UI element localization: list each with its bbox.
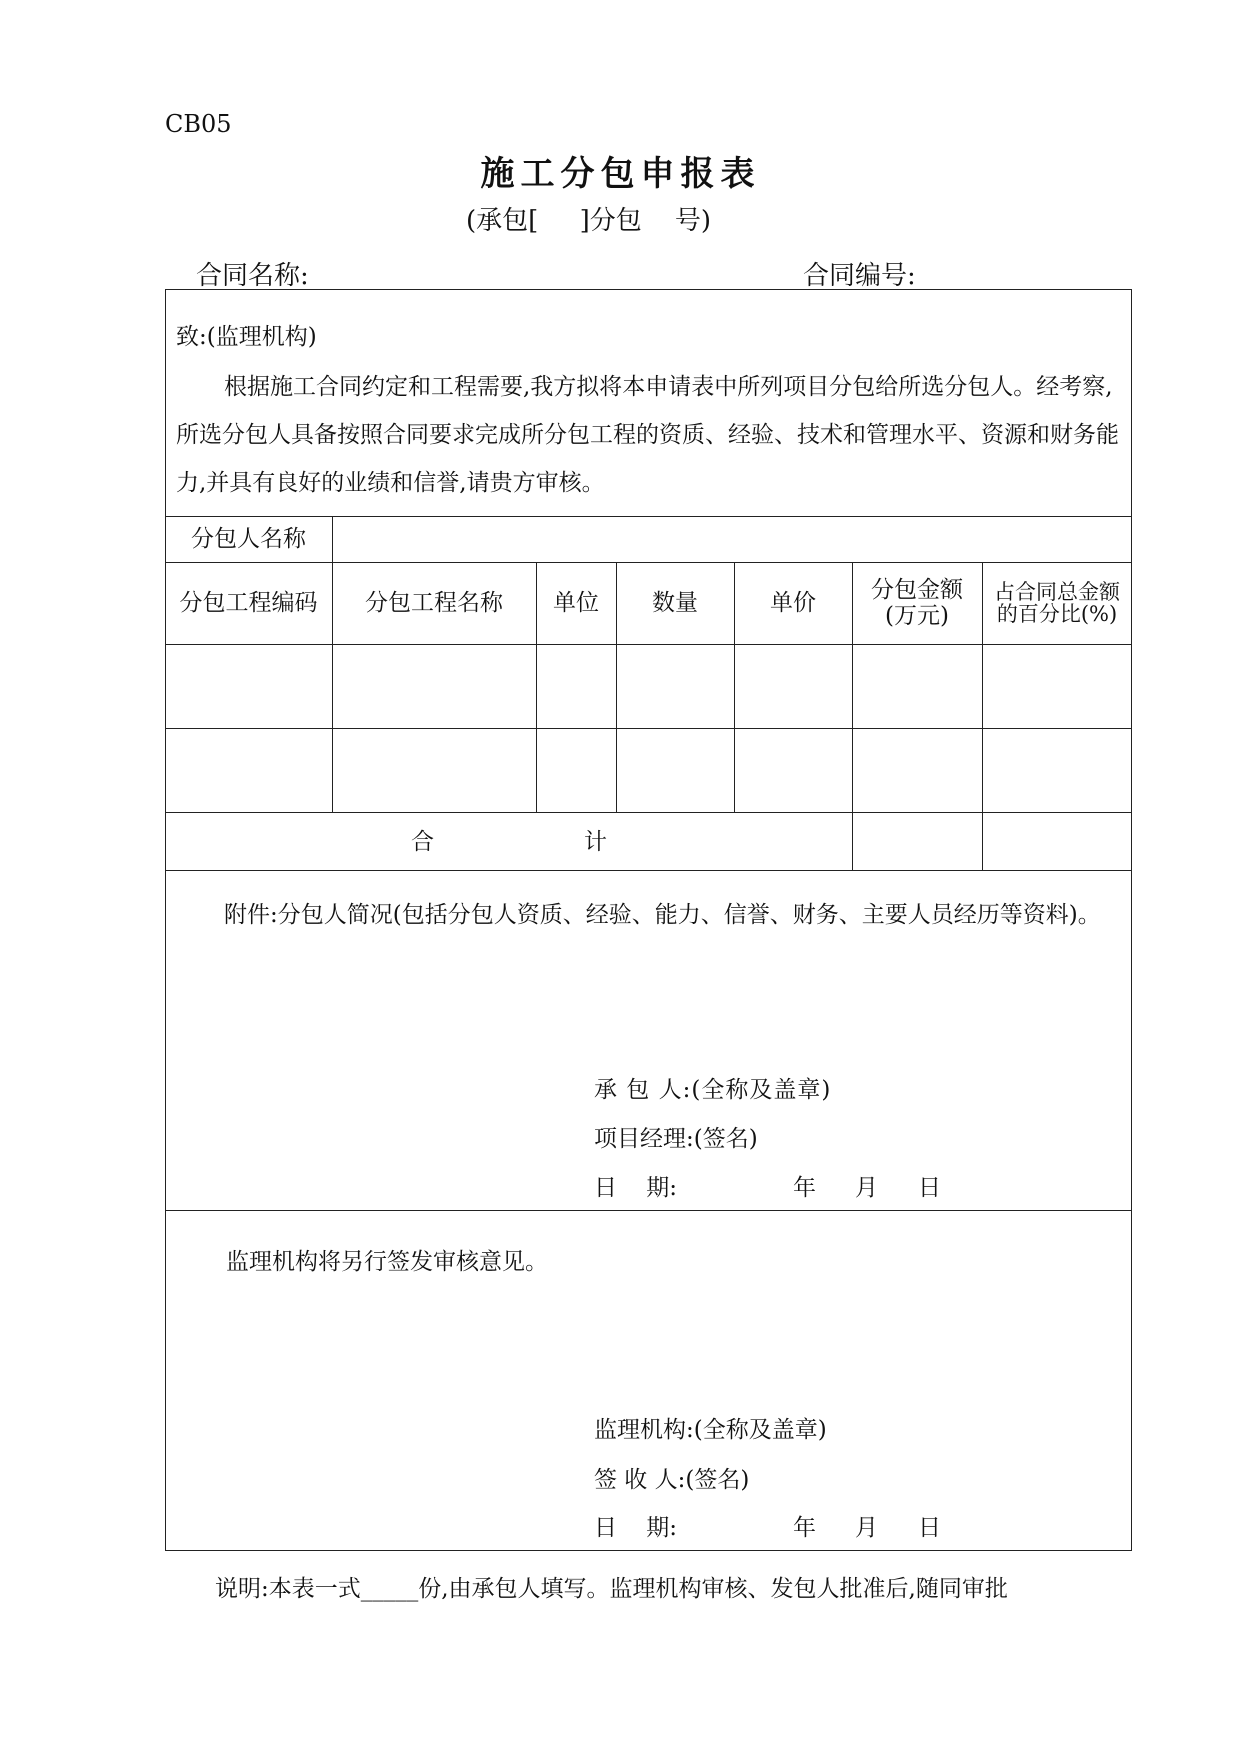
cell-percent-row2[interactable] (984, 730, 1130, 810)
cell-quantity-row2[interactable] (618, 730, 732, 810)
form-title: 施工分包申报表 (480, 154, 761, 194)
subcontractor-name-value[interactable] (334, 518, 1130, 560)
divider-line (165, 812, 1132, 813)
header-percent: 占合同总金额的百分比(%) (994, 579, 1120, 626)
contract-name-label: 合同名称: (196, 261, 309, 291)
supervisor-review-note: 监理机构将另行签发审核意见。 (226, 1249, 548, 1275)
header-amount: 分包金额(万元) (871, 576, 963, 629)
contractor-date-month: 月 (855, 1175, 878, 1201)
attachment-note: 附件:分包人简况(包括分包人资质、经验、能力、信誉、财务、主要人员经历等资料)。 (224, 902, 1101, 928)
header-unit: 单位 (553, 589, 599, 616)
cell-unit-row2[interactable] (538, 730, 614, 810)
footnote: 说明:本表一式_____份,由承包人填写。监理机构审核、发包人批准后,随同审批 (215, 1576, 1008, 1602)
cell-code-row2[interactable] (167, 730, 330, 810)
supervisor-date-day: 日 (918, 1515, 941, 1541)
cell-name-row1[interactable] (334, 646, 534, 726)
cell-name-row2[interactable] (334, 730, 534, 810)
contractor-signature-line: 承 包 人:(全称及盖章) (594, 1077, 832, 1103)
cell-amount-row1[interactable] (854, 646, 980, 726)
contractor-date-label: 日 期: (594, 1175, 677, 1201)
divider-line (165, 1210, 1132, 1211)
contract-number-label: 合同编号: (803, 261, 916, 291)
project-manager-signature-line: 项目经理:(签名) (594, 1126, 758, 1152)
column-line (852, 562, 853, 870)
supervisor-agency-signature-line: 监理机构:(全称及盖章) (594, 1417, 827, 1443)
contractor-date-day: 日 (918, 1175, 941, 1201)
cell-unit-row1[interactable] (538, 646, 614, 726)
addressee: 致:(监理机构) (176, 324, 317, 350)
column-line (982, 562, 983, 870)
total-label-part1: 合 (411, 829, 434, 855)
cell-code-row1[interactable] (167, 646, 330, 726)
subcontractor-name-label: 分包人名称 (191, 525, 306, 552)
contractor-date-year: 年 (793, 1175, 816, 1201)
column-line (332, 516, 333, 812)
supervisor-date-month: 月 (855, 1515, 878, 1541)
divider-line (165, 870, 1132, 871)
total-percent-value[interactable] (984, 814, 1130, 868)
cell-amount-row2[interactable] (854, 730, 980, 810)
application-body: 根据施工合同约定和工程需要,我方拟将本申请表中所列项目分包给所选分包人。经考察,所选分包人具备按照合同要求完成所分包工程的资质、经验、技术和管理水平、资源和财务能力,并具有良好的业绩和信誉,请贵方审核。 (176, 374, 1119, 496)
supervisor-date-year: 年 (793, 1515, 816, 1541)
supervisor-date-label: 日 期: (594, 1515, 677, 1541)
header-quantity: 数量 (652, 589, 698, 616)
form-code: CB05 (165, 110, 232, 138)
divider-line (165, 728, 1132, 729)
form-subtitle: (承包[ ]分包 号) (466, 206, 711, 236)
cell-quantity-row1[interactable] (618, 646, 732, 726)
divider-line (165, 644, 1132, 645)
cell-price-row2[interactable] (736, 730, 850, 810)
total-amount-value[interactable] (854, 814, 980, 868)
header-code: 分包工程编码 (179, 589, 318, 616)
receiver-signature-line: 签 收 人:(签名) (594, 1467, 750, 1493)
total-label-part2: 计 (584, 829, 607, 855)
header-unit-price: 单价 (770, 589, 816, 616)
header-name: 分包工程名称 (365, 589, 503, 616)
cell-percent-row1[interactable] (984, 646, 1130, 726)
cell-price-row1[interactable] (736, 646, 850, 726)
